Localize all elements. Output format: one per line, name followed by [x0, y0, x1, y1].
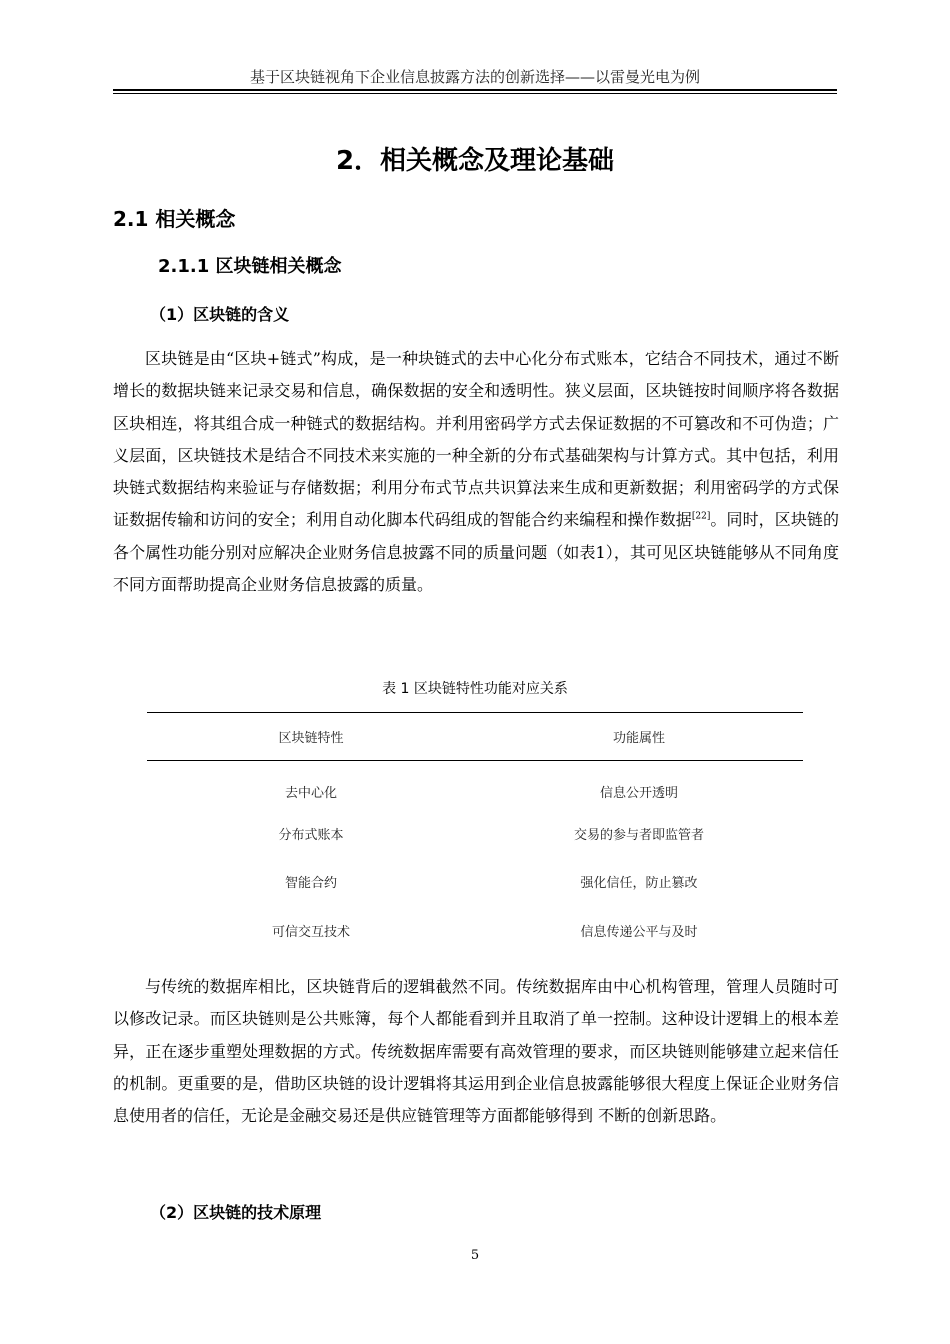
table-header-row — [147, 713, 803, 761]
table-cell: 信息公开透明 — [599, 785, 678, 801]
table-cell: 去中心化 — [284, 785, 337, 801]
paragraph-text: 区块链是由“区块+链式”构成，是一种块链式的去中心化分布式账本，它结合不同技术，通过不断增长的数据块链来记录交易和信息，确保数据的安全和透明性。狭义层面，区块链按时间顺序将各数据区块相连，将其组合成一种链式的数据结构。并利用密码学方式去保证数据的不可篡改和不可伪造；广义层面，区块链技术是结合不同技术来实施的一种全新的分布式基础架构与计算方式。其中包括，利用块链式数据结构来验证与存储数据；利用分布式节点共识算法来生成和更新数据；利用密码学的方式保证数据传输和访问的安全；利用自动化脚本代码组成的智能合约来编程和操作数据 — [113, 349, 839, 530]
table-header-cell: 功能属性 — [612, 731, 665, 746]
citation-reference: [22] — [691, 512, 711, 523]
table-row — [147, 761, 803, 810]
feature-function-table — [147, 712, 803, 955]
table-row — [147, 858, 803, 907]
table-cell: 智能合约 — [284, 876, 337, 892]
paragraph-text: 。同时，区块链的各个属性功能分别对应解决企业财务信息披露不同的质量问题（如表1），其可见区块链能够从不同角度不同方面帮助提高企业财务信息披露的质量。 — [113, 510, 839, 595]
table-row — [147, 809, 803, 858]
paragraph-database-comparison: 与传统的数据库相比，区块链背后的逻辑截然不同。传统数据库由中心机构管理，管理人员随时可以修改记录。而区块链则是公共账簿，每个人都能看到并且取消了单一控制。这种设计逻辑上的根本差异，正在逐步重塑处理数据的方式。传统数据库需要有高效管理的要求，而区块链则能够建立起来信任的机制。更重要的是，借助区块链的设计逻辑将其运用到企业信息披露能够很大程度上保证企业财务信息使用者的信任，无论是金融交易还是供应链管理等方面都能够得到 不断的创新思路。 — [113, 977, 839, 1126]
item-heading-blockchain-meaning: （1）区块链的含义 — [150, 305, 290, 324]
item-heading-technical-principle: （2）区块链的技术原理 — [150, 1203, 322, 1222]
table-cell: 强化信任，防止篡改 — [580, 876, 698, 892]
header-rule — [113, 89, 837, 94]
page-number: 5 — [470, 1248, 480, 1263]
table-cell: 分布式账本 — [278, 827, 344, 843]
running-header: 基于区块链视角下企业信息披露方法的创新选择——以雷曼光电为例 — [249, 68, 700, 86]
paragraph-blockchain-definition — [113, 343, 839, 601]
table-cell: 信息传递公平与及时 — [580, 924, 698, 940]
table-row — [147, 906, 803, 955]
table-cell: 可信交互技术 — [271, 924, 350, 940]
table-cell: 交易的参与者即监管者 — [573, 827, 704, 843]
table-caption: 表 1 区块链特性功能对应关系 — [382, 681, 568, 697]
subsection-heading: 2.1.1 区块链相关概念 — [158, 256, 342, 277]
section-heading: 2.1 相关概念 — [113, 207, 236, 231]
table-header-cell: 区块链特性 — [278, 731, 344, 746]
chapter-title: 2．相关概念及理论基础 — [335, 146, 615, 176]
